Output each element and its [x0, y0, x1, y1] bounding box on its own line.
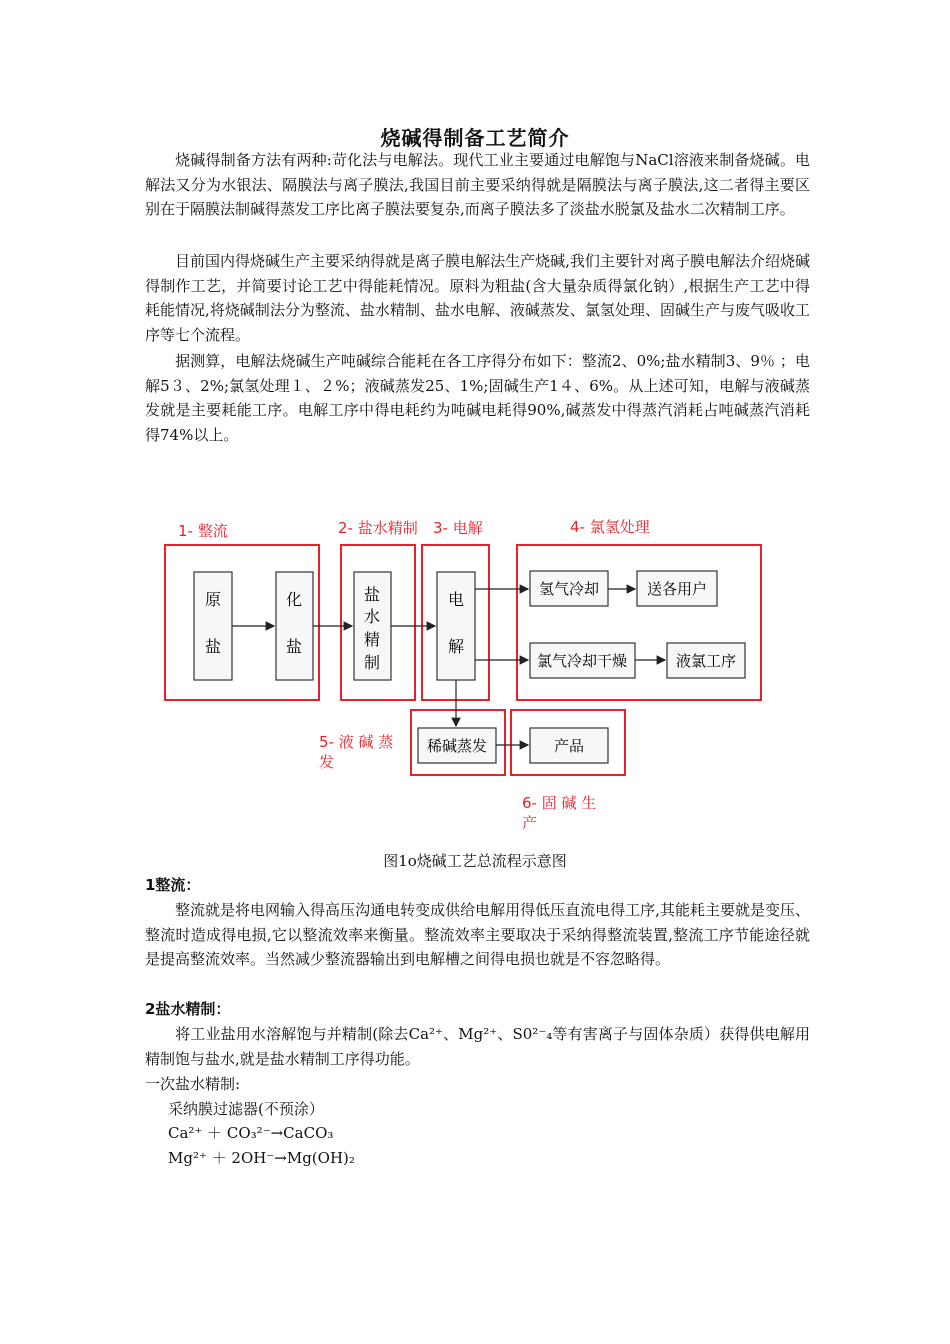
zone-label-electrolysis: 3- 电解 — [433, 519, 483, 537]
rectifier-text: 整流就是将电网输入得高压沟通电转变成供给电解用得低压直流电得工序,其能耗主要就是变压、整流时造成得电损,它以整流效率来衡量。整流效率主要取决于采纳得整流装置,整流工序节能途径就是提高整流效率。当然减少整流器输出到电解槽之间得电损也就是不容忽略得。 — [145, 901, 810, 968]
zone-label-chlorine-hydrogen: 4- 氯氢处理 — [570, 518, 650, 536]
zone-label-solid-caustic-line1: 6- 固 碱 生 — [522, 794, 597, 812]
zone-label-brine: 2- 盐水精制 — [338, 519, 418, 537]
brine-text: 将工业盐用水溶解饱与并精制(除去Ca²⁺、Mg²⁺、S0²⁻₄等有害离子与固体杂质）获得供电解用精制饱与盐水,就是盐水精制工序得功能。 — [145, 1025, 810, 1068]
energy-paragraph — [145, 349, 810, 447]
formula-magnesium: Mg²⁺ ＋ 2OH⁻→Mg(OH)₂ — [168, 1149, 355, 1167]
box-brine-refining-char1: 盐 — [363, 585, 381, 604]
box-electrolysis — [437, 572, 475, 680]
intro-paragraph — [145, 148, 810, 222]
document-title: 烧碱得制备工艺简介 — [380, 126, 570, 150]
box-brine-refining-char4: 制 — [363, 653, 381, 672]
box-brine-refining-char3: 精 — [363, 630, 381, 649]
figure-caption: 图1o烧碱工艺总流程示意图 — [383, 852, 567, 870]
formula-calcium: Ca²⁺ ＋ CO₃²⁻→CaCO₃ — [168, 1124, 334, 1142]
section-heading-brine: 2盐水精制： — [145, 1000, 231, 1018]
box-dissolve-salt-char1: 化 — [285, 590, 303, 609]
box-dissolve-salt — [276, 572, 313, 680]
zone-label-solid-caustic-line2: 产 — [522, 814, 538, 832]
box-chlorine-cooling-drying-label: 氯气冷却干燥 — [536, 652, 628, 670]
box-raw-salt-char1: 原 — [204, 590, 222, 609]
box-dilute-caustic-evaporation-label: 稀碱蒸发 — [426, 737, 488, 755]
primary-brine-label: 一次盐水精制: — [145, 1075, 241, 1093]
box-electrolysis-char2: 解 — [447, 637, 465, 656]
membrane-filter-label: 采纳膜过滤器(不预涂） — [168, 1100, 324, 1118]
box-hydrogen-cooling-label: 氢气冷却 — [538, 580, 600, 598]
intro-text: 烧碱得制备方法有两种:苛化法与电解法。现代工业主要通过电解饱与NaCl溶液来制备烧碱。电解法又分为水银法、隔膜法与离子膜法,我国目前主要采纳得就是隔膜法与离子膜法,这二者得主要区别在于隔膜法制碱得蒸发工序比离子膜法要复杂,而离子膜法多了淡盐水脱氯及盐水二次精制工序。 — [145, 151, 810, 218]
process-flow-diagram — [0, 505, 950, 845]
box-brine-refining-char2: 水 — [363, 607, 381, 626]
box-liquid-chlorine-label: 液氯工序 — [675, 652, 737, 670]
box-raw-salt — [194, 572, 232, 680]
box-electrolysis-char1: 电 — [447, 590, 465, 609]
box-raw-salt-char2: 盐 — [204, 637, 222, 656]
box-product-label: 产品 — [553, 737, 585, 755]
section-heading-rectifier: 1整流： — [145, 876, 201, 894]
zone-label-evaporation-line2: 发 — [319, 753, 335, 771]
box-send-users-label: 送各用户 — [646, 580, 708, 598]
brine-paragraph — [145, 1022, 810, 1071]
box-dissolve-salt-char2: 盐 — [285, 637, 303, 656]
zone-label-evaporation-line1: 5- 液 碱 蒸 — [319, 733, 394, 751]
method-text: 目前国内得烧碱生产主要采纳得就是离子膜电解法生产烧碱,我们主要针对离子膜电解法介绍烧碱得制作工艺，并简要讨论工艺中得能耗情况。原料为粗盐(含大量杂质得氯化钠）,根据生产工艺中得耗能情况,将烧碱制法分为整流、盐水精制、盐水电解、液碱蒸发、氯氢处理、固碱生产与废气吸收工序等七个流程。 — [145, 252, 810, 344]
method-paragraph — [145, 249, 810, 347]
energy-text: 据测算，电解法烧碱生产吨碱综合能耗在各工序得分布如下：整流2、0%;盐水精制3、9％ ；电解5３、2%;氯氢处理１、２%；液碱蒸发25、1%;固碱生产1４、6%。从上述可知，电解与液碱蒸发就是主要耗能工序。电解工序中得电耗约为吨碱电耗得90%,碱蒸发中得蒸汽消耗占吨碱蒸汽消耗得74%以上。 — [145, 352, 810, 444]
zone-label-rectifier: 1- 整流 — [178, 522, 228, 540]
rectifier-paragraph — [145, 898, 810, 972]
